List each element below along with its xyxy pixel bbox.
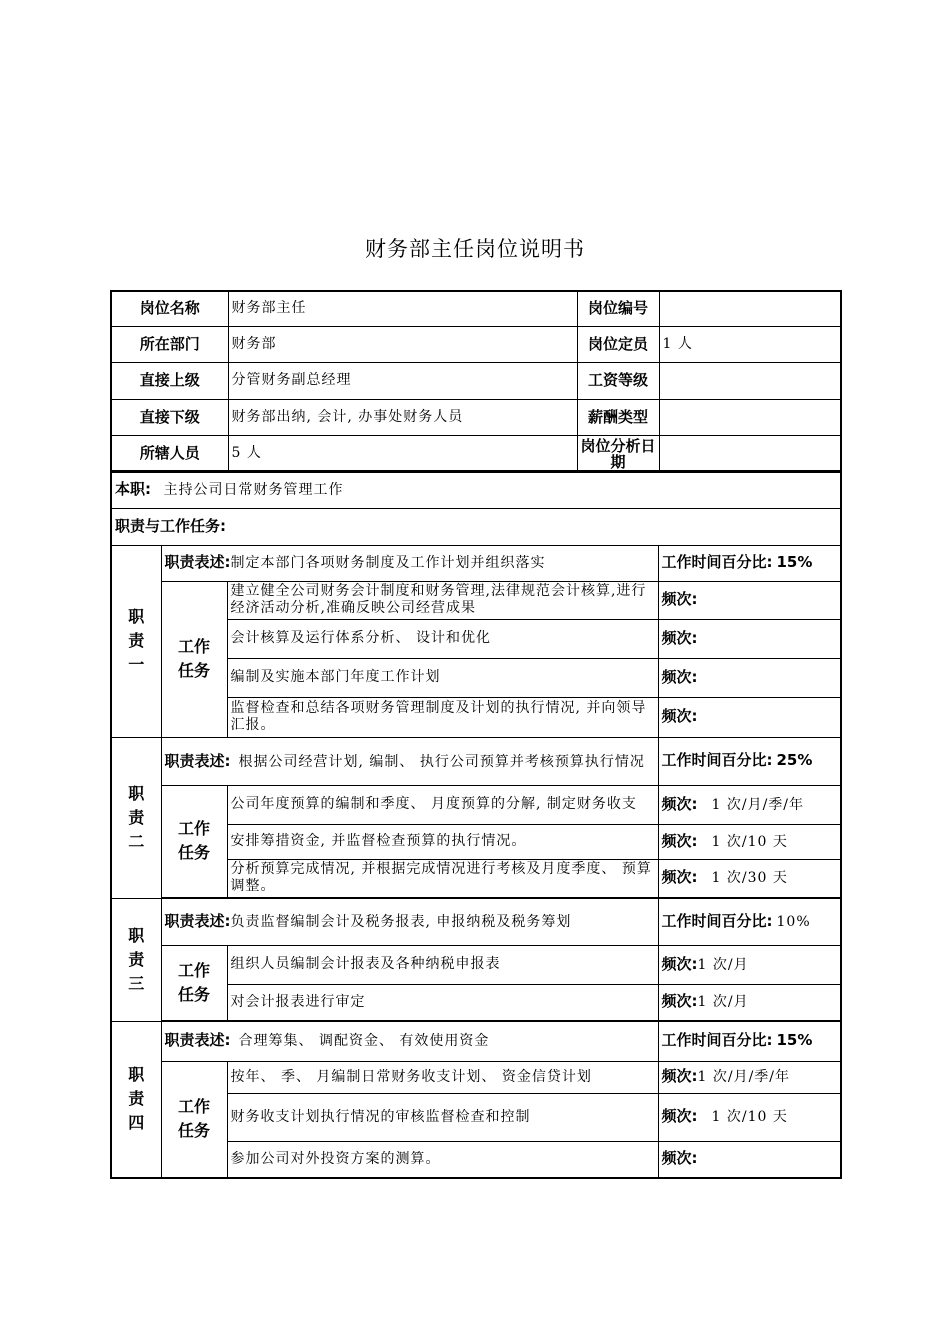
statement-cell <box>161 1021 658 1061</box>
task-text: 参加公司对外投资方案的测算。 <box>227 1141 658 1178</box>
info-label: 直接下级 <box>111 399 228 435</box>
info-label: 岗位编号 <box>577 291 659 326</box>
time-label: 工作时间百分比: <box>661 553 773 571</box>
freq-value: 1 次/月/季/年 <box>711 796 805 813</box>
info-row <box>111 362 841 399</box>
time-cell <box>658 1021 841 1061</box>
task-text: 公司年度预算的编制和季度、 月度预算的分解, 制定财务收支 <box>227 785 658 824</box>
time-label: 工作时间百分比: <box>661 911 773 930</box>
task-label <box>161 1061 227 1178</box>
freq-label: 频次: <box>661 628 698 647</box>
duty-row <box>111 471 841 508</box>
info-value <box>659 435 841 472</box>
task-label <box>161 945 227 1021</box>
task-text: 安排筹措资金, 并监督检查预算的执行情况。 <box>227 824 658 859</box>
freq-value: 1 次/10 天 <box>711 1109 788 1125</box>
task-label-text: 工作任务 <box>177 960 210 1004</box>
info-label: 工资等级 <box>577 362 659 399</box>
freq-cell <box>658 824 841 859</box>
freq-cell <box>658 697 841 737</box>
freq-label: 频次: <box>661 1107 698 1125</box>
task-label <box>161 785 227 898</box>
info-value <box>659 399 841 435</box>
task-text: 对会计报表进行审定 <box>227 984 658 1021</box>
freq-label: 频次: <box>661 954 698 973</box>
statement-cell <box>161 737 658 785</box>
statement-text: 制定本部门各项财务制度及工作计划并组织落实 <box>230 555 546 571</box>
freq-cell <box>658 785 841 824</box>
statement-label: 职责表述: <box>164 1031 231 1050</box>
responsibility-name <box>111 737 161 898</box>
duties-header-row <box>111 508 841 545</box>
time-label: 工作时间百分比: <box>661 751 773 769</box>
task-label <box>161 581 227 737</box>
time-pct: 25% <box>776 751 813 769</box>
freq-cell <box>658 1093 841 1141</box>
freq-label: 频次: <box>661 1067 698 1085</box>
freq-label: 频次: <box>661 794 698 813</box>
duty-text: 主持公司日常财务管理工作 <box>163 481 344 498</box>
statement-text: 负责监督编制会计及税务报表, 申报纳税及税务筹划 <box>230 913 572 930</box>
freq-label: 频次: <box>661 992 698 1011</box>
responsibility-name <box>111 898 161 1021</box>
time-cell <box>658 545 841 581</box>
task-row <box>111 1061 841 1093</box>
task-row <box>111 785 841 824</box>
responsibility-name <box>111 545 161 737</box>
info-label: 岗位分析日期 <box>577 435 659 472</box>
freq-value: 1 次/月 <box>697 994 749 1011</box>
info-value <box>659 291 841 326</box>
statement-row <box>111 737 841 785</box>
time-pct: 15% <box>776 553 813 571</box>
info-label: 薪酬类型 <box>577 399 659 435</box>
duties-header: 职责与工作任务: <box>111 508 841 545</box>
statement-text: 合理筹集、 调配资金、 有效使用资金 <box>238 1033 490 1050</box>
time-cell <box>658 898 841 945</box>
info-value: 1 人 <box>659 326 841 362</box>
info-label: 所在部门 <box>111 326 228 362</box>
info-label: 岗位定员 <box>577 326 659 362</box>
freq-label: 频次: <box>661 707 698 725</box>
info-row <box>111 435 841 472</box>
task-row <box>111 581 841 619</box>
freq-label: 频次: <box>661 590 698 608</box>
statement-label: 职责表述: <box>164 911 231 930</box>
freq-cell <box>658 984 841 1021</box>
statement-row <box>111 1021 841 1061</box>
info-value: 分管财务副总经理 <box>228 362 577 399</box>
responsibility-name-text: 职责四 <box>128 1065 145 1133</box>
time-pct: 10% <box>776 913 811 930</box>
info-value: 财务部 <box>228 326 577 362</box>
freq-cell <box>658 658 841 697</box>
freq-value: 1 次/月 <box>697 956 749 973</box>
task-text: 按年、 季、 月编制日常财务收支计划、 资金信贷计划 <box>227 1061 658 1093</box>
task-text: 会计核算及运行体系分析、 设计和优化 <box>227 619 658 658</box>
freq-cell <box>658 945 841 984</box>
task-text: 监督检查和总结各项财务管理制度及计划的执行情况, 并向领导汇报。 <box>227 697 658 737</box>
task-row <box>111 945 841 984</box>
statement-row <box>111 545 841 581</box>
info-value: 5 人 <box>228 435 577 472</box>
task-text: 财务收支计划执行情况的审核监督检查和控制 <box>227 1093 658 1141</box>
info-value <box>659 362 841 399</box>
responsibility-name-text: 职责二 <box>128 783 145 851</box>
info-row <box>111 291 841 326</box>
freq-cell <box>658 581 841 619</box>
freq-label: 频次: <box>661 831 698 850</box>
statement-row <box>111 898 841 945</box>
responsibility-name-text: 职责一 <box>128 607 145 674</box>
task-text: 组织人员编制会计报表及各种纳税申报表 <box>227 945 658 984</box>
task-label-text: 工作任务 <box>177 637 210 680</box>
page-title: 财务部主任岗位说明书 <box>365 237 585 261</box>
info-label: 岗位名称 <box>111 291 228 326</box>
statement-text: 根据公司经营计划, 编制、 执行公司预算并考核预算执行情况 <box>238 753 645 770</box>
freq-label: 频次: <box>661 1149 698 1168</box>
info-value: 财务部出纳, 会计, 办事处财务人员 <box>228 399 577 435</box>
statement-label: 职责表述: <box>164 553 231 571</box>
freq-value: 1 次/30 天 <box>711 870 788 887</box>
info-value: 财务部主任 <box>228 291 577 326</box>
statement-cell <box>161 898 658 945</box>
basic-info-table <box>110 290 842 473</box>
duties-table <box>110 470 842 1179</box>
duty-label: 本职: <box>115 479 151 498</box>
time-pct: 15% <box>776 1031 813 1050</box>
responsibility-name <box>111 1021 161 1178</box>
task-text: 编制及实施本部门年度工作计划 <box>227 658 658 697</box>
duty-cell <box>111 471 841 508</box>
responsibility-name-text: 职责三 <box>128 925 145 993</box>
statement-cell <box>161 545 658 581</box>
freq-value: 1 次/月/季/年 <box>697 1069 791 1085</box>
freq-cell <box>658 859 841 898</box>
task-text: 分析预算完成情况, 并根据完成情况进行考核及月度季度、 预算调整。 <box>227 859 658 898</box>
info-label: 所辖人员 <box>111 435 228 472</box>
freq-cell <box>658 1141 841 1178</box>
freq-cell <box>658 1061 841 1093</box>
task-text: 建立健全公司财务会计制度和财务管理,法律规范会计核算,进行经济活动分析,准确反映公司经营成果 <box>227 581 658 619</box>
time-cell <box>658 737 841 785</box>
task-label-text: 工作任务 <box>177 819 210 863</box>
freq-cell <box>658 619 841 658</box>
task-label-text: 工作任务 <box>177 1097 210 1141</box>
info-row <box>111 326 841 362</box>
info-label: 直接上级 <box>111 362 228 399</box>
freq-label: 频次: <box>661 667 698 686</box>
freq-value: 1 次/10 天 <box>711 833 788 850</box>
statement-label: 职责表述: <box>164 751 231 770</box>
time-label: 工作时间百分比: <box>661 1031 773 1050</box>
info-row <box>111 399 841 435</box>
freq-label: 频次: <box>661 868 698 887</box>
